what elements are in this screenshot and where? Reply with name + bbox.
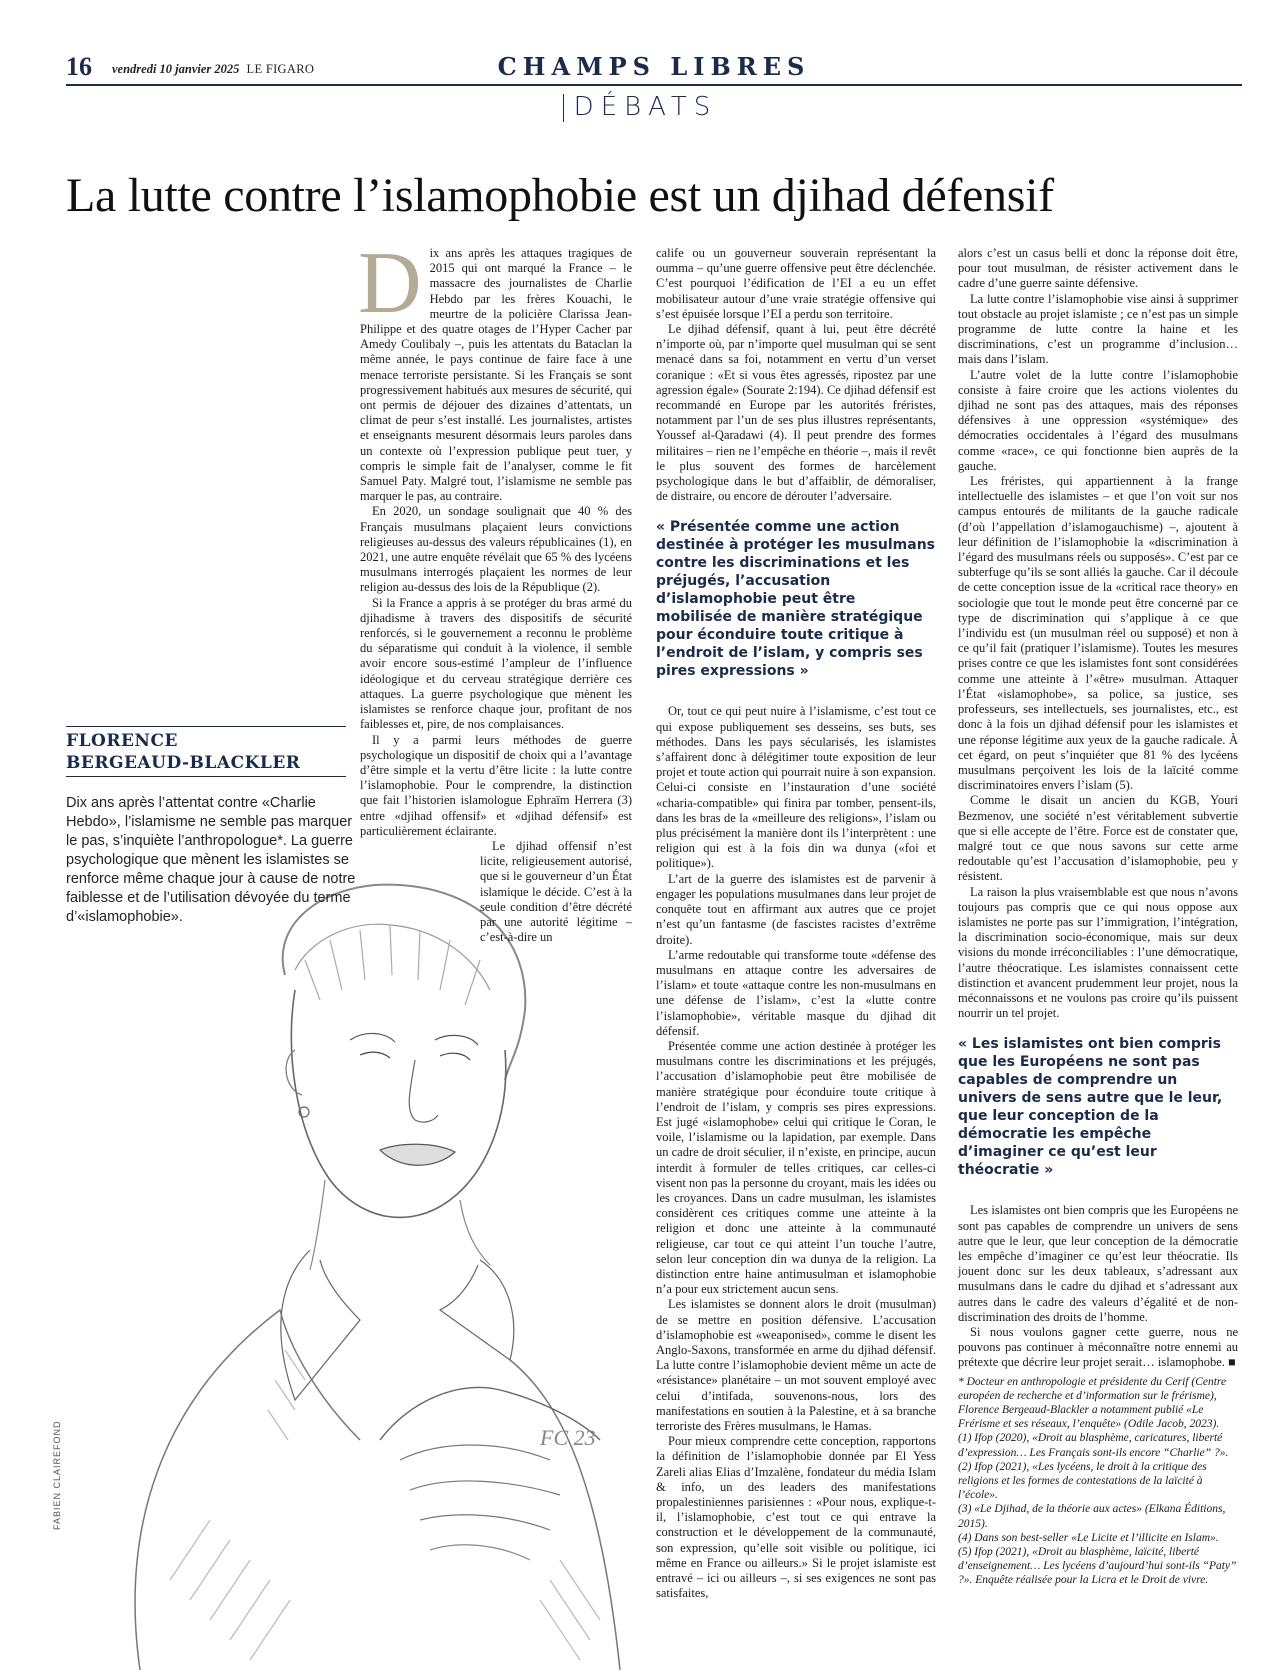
footnote: (1) Ifop (2020), «Droit au blasphème, caricatures, liberté d’expression… Les Français sont-ils encore “Charlie” ?». [958, 1432, 1229, 1459]
headline: La lutte contre l’islamophobie est un djihad défensif [66, 169, 1054, 222]
footnote: (5) Ifop (2021), «Droit au blasphème, laïcité, liberté d’enseignement… Les lycéens d’aujourd’hui sont-ils “Paty” ?». Enquête réalisée pour la Licra et le Droit de vivre. [958, 1546, 1237, 1587]
drop-cap: D [358, 235, 422, 332]
paragraph: Le djihad défensif, quant à lui, peut être décrété n’importe où, par n’importe quel musulman qui se sent menacé dans sa foi, notamment en vertu d’un verset coranique : «Et si vous êtes agressés, ripostez par une agression égale» (Sourate 2:194). Ce djihad défensif est recommandé en Europe par les autorités fréristes, notamment par l’un de ses plus illustres représentants, Youssef al-Qaradawi (4). Il peut prendre des formes militaires – rien ne l’empêche en théorie –, mais il revêt le plus souvent des formes de harcèlement psychologique dans le but d’affaiblir, de démoraliser, de distraire, ou encore de dérouter l’adversaire. [656, 322, 936, 504]
paragraph: La raison la plus vraisemblable est que nous n’avons toujours pas compris que ce qui nous oppose aux islamistes ne porte pas sur l’immigration, l’intégration, la discrimination socio-économique, mais sur deux visions du monde irréconciliables : l’une démocratique, l’autre théocratique. Les islamistes connaissent cette distinction et avancent prudemment leur projet, nous la méconnaissons et ne voulons pas croire qu’ils puissent nourrir un tel projet. [958, 884, 1238, 1021]
article-intro: Dix ans après l’attentat contre «Charlie Hebdo», l’islamisme ne semble pas marquer le pas, s’inquiète l’anthropologue*. La guerre psychologique que mènent les islamistes se renforce même chaque jour à cause de notre faiblesse et de l’utilisation dévoyée du terme d’«islamophobie». [66, 795, 356, 925]
pull-quote: « Les islamistes ont bien compris que les Européens ne sont pas capables de comprendre un univers de sens autre que le leur, que leur conception de la démocratie les empêche d’imaginer ce qu’est leur théocratie » [958, 1036, 1223, 1179]
portrait-illustration [80, 880, 640, 1670]
paragraph: Il y a parmi leurs méthodes de guerre psychologique un dispositif de choix qui a l’avantage d’être simple et la vertu d’être licite : la lutte contre l’islamophobie. Pour le comprendre, la distinction que fait l’historien islamologue Ephraïm Herrera (3) entre «djihad offensif» et «djihad défensif» est particulièrement éclairante. [360, 732, 632, 838]
paragraph: La lutte contre l’islamophobie vise ainsi à supprimer tout obstacle au projet islamiste ; ce n’est pas un simple programme de lutte contre la haine et les discriminations, c’est un programme d’inclusion… mais dans l’islam. [958, 291, 1238, 367]
header-rule [66, 84, 1242, 86]
article-column-2 [656, 246, 936, 1601]
footnote: (3) «Le Djihad, de la théorie aux actes» (Elkana Éditions, 2015). [958, 1503, 1226, 1530]
paragraph: Si la France a appris à se protéger du bras armé du djihadisme à travers des dispositifs de sécurité renforcés, si le gouvernement a reconnu le problème du séparatisme qui conduit à la violence, il semble avoir encore sous-estimé l’ampleur de l’influence idéologique et du cerveau stratégique derrière ces attaques. La guerre psychologique que mènent les islamistes se renforce chaque jour, profitant de nos faiblesses et, pire, de nos complaisances. [360, 595, 632, 732]
paragraph: Le djihad offensif n’est licite, religieusement autorisé, que si le gouverneur d’un État islamique le décide. C’est à la seule condition d’être décrété par une autorité légitime – c’est-à-dire un [480, 838, 632, 945]
paragraph: Les islamistes ont bien compris que les Européens ne sont pas capables de comprendre un univers de sens autre que le leur, que leur conception de la démocratie les empêche d’imaginer ce qu’est leur théocratie. Ils jouent donc sur les deux tableaux, s’adressant aux musulmans dans le cadre du djihad et s’adressant aux autres dans le cadre des valeurs d’égalité et de non-discrimination des droits de l’homme. [958, 1203, 1238, 1324]
author-name [66, 730, 300, 774]
paragraph: Présentée comme une action destinée à protéger les musulmans contre les discriminations et les préjugés, l’accusation d’islamophobie peut être mobilisée de manière stratégique pour éconduire toute critique à l’endroit de l’islam, y compris ses pires expressions. Est jugé «islamophobe» celui qui critique le Coran, le voile, l’islamisme ou la lapidation, par exemple. Dans un cadre de droit séculier, il n’existe, en principe, aucun interdit à formuler de telles critiques, car celles-ci visent non pas la personne du croyant, mais les idées ou les croyances. Dans un cadre musulman, les islamistes considèrent ces critiques comme une atteinte à la religion et donc une atteinte à la communauté religieuse, car tout ce qui atteint l’un touche l’autre, selon leur conception din wa dunya de la religion. La distinction entre haine antimusulman et islamophobie n’a pour eux strictement aucun sens. [656, 1038, 936, 1297]
paragraph: Pour mieux comprendre cette conception, rapportons la définition de l’islamophobie donnée par El Yess Zareli alias Elias d’Imzalène, fondateur du média Islam & info, un des leaders des manifestations propalestiniennes parisiennes : «Pour nous, explique-t-il, l’islamophobie, c’est tout ce qui entrave la construction et le développement de la communauté, son expression, qu’elle soit visible ou politique, ici même en France ou ailleurs.» Si le projet islamiste est entravé – ici ou ailleurs –, si ses exigences ne sont pas satisfaites, [656, 1434, 936, 1601]
paragraph: Si nous voulons gagner cette guerre, nous ne pouvons pas continuer à méconnaître notre ennemi au prétexte que décrire leur projet serait… islamophobe. ■ [958, 1324, 1238, 1370]
paragraph [358, 235, 632, 504]
paragraph: Les islamistes se donnent alors le droit (musulman) de se mettre en position défensive. L’accusation d’islamophobie est «weaponised», comme le disent les Anglo-Saxons, transformée en arme du djihad défensif. La lutte contre l’islamophobie devient même un acte de «résistance» planétaire – un mot souvent employé avec celui d’intifada, souvenons-nous, lors des manifestations en soutien à la Palestine, et à sa branche terroriste des Frères musulmans, le Hamas. [656, 1297, 936, 1433]
article-column-3 [958, 246, 1238, 1588]
footnotes [958, 1375, 1238, 1588]
author-rule-top [66, 726, 346, 727]
paragraph: Or, tout ce qui peut nuire à l’islamisme, c’est tout ce qui expose publiquement ses desseins, ses buts, ses méthodes. Dans les pays sécularisés, les islamistes s’affairent donc à délégitimer toute exposition de leur projet et toute action qui pourrait nuire à son expansion. Celui-ci consiste en l’instauration d’une société «charia-compatible» qui finira par tomber, pensent-ils, dans les bras de la «meilleure des religions», l’islam ou plus précisément la manière dont ils l’interprètent : une religion qui est à la fois din wa dunya («foi et politique»). [656, 704, 936, 871]
article-column-1 [358, 235, 632, 945]
subsection-label: DÉBATS [573, 92, 718, 122]
paragraph-text: ix ans après les attaques tragiques de 2015 qui ont marqué la France – le massacre des journalistes de Charlie Hebdo par les frères Kouachi, le meurtre de la policière Clarissa Jean-Philippe et des quatre otages de l’Hyper Cacher par Amedy Coulibaly –, puis les attentats du Bataclan la même année, le pays continue de faire face à une menace terroriste persistante. Si les Français se sont progressivement habitués aux mesures de sécurité, qui ont permis de déjouer des dizaines d’attentats, un climat de peur s’est installé. Les journalistes, artistes et enseignants mesurent désormais leurs paroles dans un contexte où l’expression publique peut tuer, y compris le simple fait de l’analyser, comme le fit Samuel Paty. Malgré tout, l’islamisme ne semble pas marquer le pas, au contraire. [360, 246, 632, 504]
author-firstname: FLORENCE [66, 731, 178, 751]
masthead [66, 52, 1242, 82]
date: vendredi 10 janvier 2025 [112, 62, 240, 76]
portrait-sketch [135, 885, 620, 1670]
footnote: (4) Dans son best-seller «Le Licite et l’illicite en Islam». [958, 1531, 1219, 1544]
paragraph: L’arme redoutable qui transforme toute «défense des musulmans en attaque contre les adversaires de l’islam» et toute «attaque contre les non-musulmans en une défense de l’islam», c’est la «lutte contre l’islamophobie», véritable masque du djihad dit défensif. [656, 947, 936, 1038]
subsection-bar [563, 94, 564, 122]
paper-name: LE FIGARO [246, 62, 315, 76]
section-title: CHAMPS LIBRES [497, 52, 811, 81]
paragraph: Les fréristes, qui appartiennent à la frange intellectuelle des islamistes – et que l’on voit sur nos campus entourés de militants de la gauche radicale (d’où l’appellation d’islamogauchisme) –, ajoutent à leur définition de l’islamophobie la «discrimination à l’égard des musulmans réels ou supposés». C’est par ce subterfuge qu’ils se sont alliés la gauche. Car il découle de cette conception issue de la «critical race theory» en sociologie que tout le monde peut être concerné par ce type de discrimination qui s’applique à ce que l’individu est (un musulman réel ou supposé) et non à ce qu’il fait (pratiquer l’islamisme). Toutes les mesures prises contre ce que les islamistes font sont considérées comme une atteinte à l’«être» musulman. Attaquer l’État «islamophobe», sa police, sa justice, ses professeurs, ses intellectuels, ses journalistes, etc., est donc à la fois un djihad défensif pour les islamistes et une réponse légitime aux yeux de la gauche radicale. À cet égard, on peut s’inquiéter que 81 % des lycéens musulmans perçoivent les lois de la laïcité comme discriminatoires envers l’islam (5). [958, 474, 1238, 793]
subsection-title [0, 92, 1280, 122]
paragraph: L’art de la guerre des islamistes est de parvenir à engager les populations musulmanes dans leur projet de conquête tout en affirmant aux autres que ce projet n’est qu’un fantasme (de fascistes racistes d’extrême droite). [656, 871, 936, 947]
pull-quote: « Présentée comme une action destinée à protéger les musulmans contre les discriminations et les préjugés, l’accusation d’islamophobie peut être mobilisée de manière stratégique pour éconduire toute critique à l’endroit de l’islam, y compris ses pires expressions » [656, 519, 936, 680]
dateline [112, 62, 314, 77]
footnote: * Docteur en anthropologie et présidente du Cerif (Centre européen de recherche et d’information sur le frérisme), Florence Bergeaud-Blackler a notamment publié «Le Frérisme et ses réseaux, l’enquête» (Odile Jacob, 2023). [958, 1375, 1227, 1431]
paragraph: Comme le disait un ancien du KGB, Youri Bezmenov, une société n’est véritablement subvertie que si elle accepte de l’être. Force est de constater que, malgré tout ce que nous savons sur cette arme redoutable qu’est l’accusation d’islamophobie, peu y résistent. [958, 793, 1238, 884]
author-lastname: BERGEAUD-BLACKLER [66, 753, 301, 773]
paragraph: calife ou un gouverneur souverain représentant la oumma – qu’une guerre offensive peut être déclenchée. C’est pourquoi l’édification de l’EI a eu un effet mobilisateur autour d’une vraie stratégie offensive qui s’est épuisée lorsque l’EI a perdu son territoire. [656, 246, 936, 321]
illustration-credit: FABIEN CLAIREFOND [52, 1420, 62, 1530]
page-number: 16 [66, 52, 92, 81]
artist-signature: FC 23 [540, 1425, 596, 1450]
paragraph: alors c’est un casus belli et donc la réponse doit être, pour tout musulman, de résister activement dans le cadre d’une guerre sainte défensive. [958, 246, 1238, 291]
footnote: (2) Ifop (2021), «Les lycéens, le droit à la critique des religions et les formes de contestations de la laïcité à l’école». [958, 1460, 1207, 1502]
author-rule-bottom [66, 776, 346, 777]
paragraph: L’autre volet de la lutte contre l’islamophobie consiste à faire croire que les actions violentes du djihad ne sont pas des attaques, mais des réponses défensives à une oppression «systémique» des démocraties occidentales à l’égard des musulmans comme «race», ce qui fonctionne bien auprès de la gauche. [958, 367, 1238, 473]
paragraph: En 2020, un sondage soulignait que 40 % des Français musulmans plaçaient leurs convictions religieuses au-dessus des valeurs républicaines (1), en 2021, une autre enquête révélait que 65 % des lycéens musulmans interrogés plaçaient les normes de leur religion au-dessus des lois de la République (2). [360, 504, 632, 595]
